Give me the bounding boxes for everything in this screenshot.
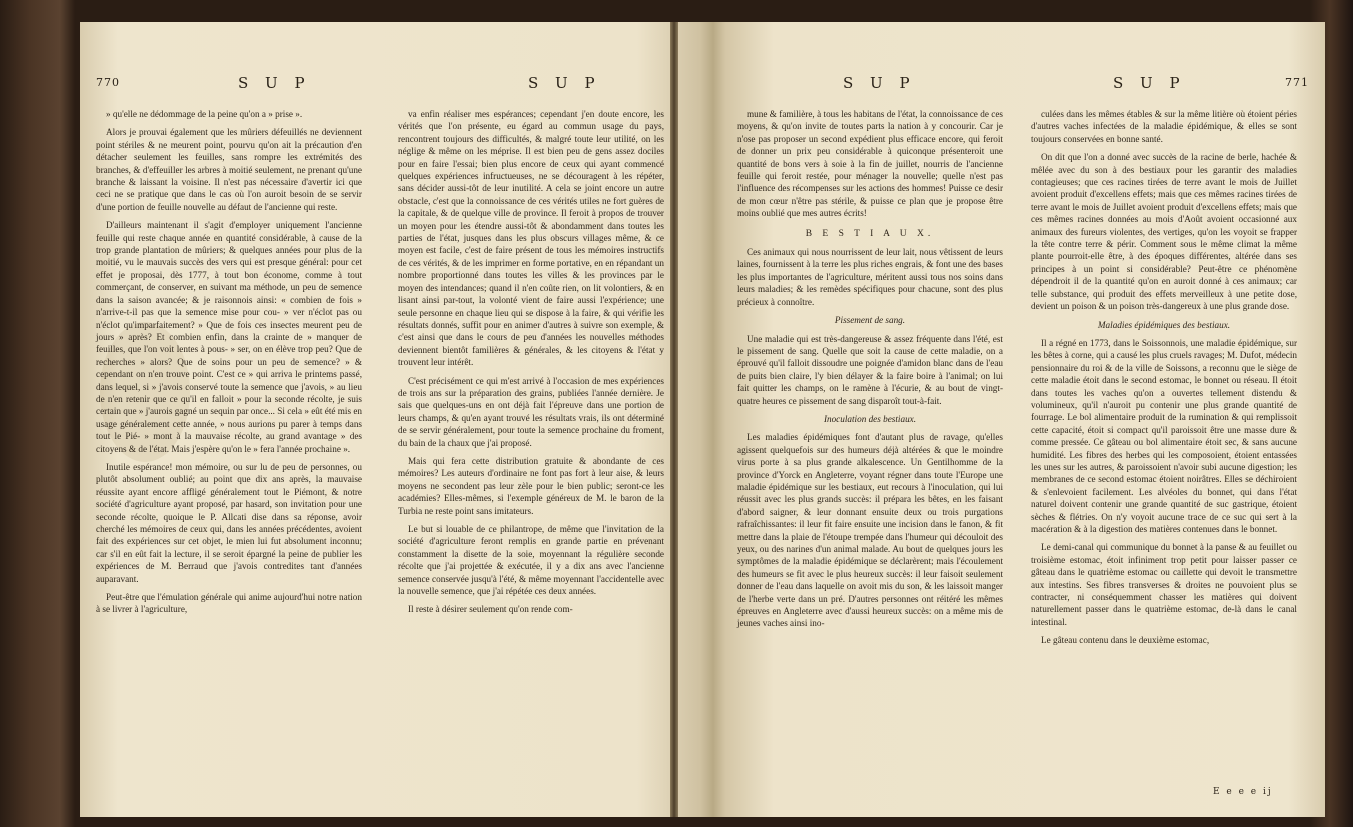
book-gutter bbox=[670, 22, 678, 817]
page-number-right: 771 bbox=[1285, 76, 1309, 89]
left-page-column-1 bbox=[96, 108, 362, 622]
right-page-column-1 bbox=[737, 108, 1003, 636]
paragraph: culées dans les mêmes étables & sur la même litière où étoient péries d'autres vaches infectées de la maladie épidémique, & elles se sont toujours conservées en bonne santé. bbox=[1031, 109, 1297, 144]
left-page-column-2 bbox=[398, 108, 664, 622]
catchword: E e e e ij bbox=[1213, 787, 1273, 797]
running-head-right-col2: S U P bbox=[1113, 74, 1186, 92]
page-number-left: 770 bbox=[96, 76, 120, 89]
paragraph: D'ailleurs maintenant il s'agit d'employer uniquement l'ancienne feuille qui reste chaque année en quantité considérable, à cause de la trop grande plantation de mûriers; & quelques années pour plus de la moitié, vu le mauvais succès des vers qui est presque général: pour cet effet je proposai, dès 1777, à tout bon économe, comme à tout commerçant, de conserver, en suivant ma méthode, un peu de semence dans la saison avancée; & je raisonnois ainsi: « combien de fois » n'arrive-t-il pas que la semence mise pour cou- » ver n'éclot pas ou n'éclot qu'imparfaitement? » Que de fois ces insectes meurent peu de jours » après? Et combien enfin, dans la crainte de » manquer de feuilles, que l'on voit lentes à pous- » ser, on en élève trop peu? Que de recherches » alors? Que de soins pour un peu de semence? » & cependant on n'en trouve point. C'est ce » qui arriva le printems passé, dans lequel, si » j'avois conservé toute la semence que j'avois, » au lieu de n'en retenir que ce qu'il en falloit » pour la seconde récolte, je suis certain que » j'aurois gagné un sequin par once... Si cela » eût été mis en usage généralement cette année, » nous aurions pu parer à temps dans tout le Pié- » mont à la mauvaise récolte, au grand avantage » des citoyens & de l'état. Mais j'espère qu'on le » fera l'année prochaine ». bbox=[96, 220, 362, 454]
right-page bbox=[713, 22, 1325, 817]
paragraph: Il a régné en 1773, dans le Soissonnois, une maladie épidémique, sur les bêtes à corne, qui a causé les plus cruels ravages; M. Dufot, médecin pensionnaire du roi & de la ville de Soissons, a reconnu que le siège de cette maladie étoit dans le second estomac, le bonnet ou réseau. Il étoit dans toutes les vaches qu'on a ouvertes tellement distendu & volumineux, qu'il n'auroit pu contenir une plus grande quantité de fourrage. Le bol alimentaire produit de la rumination & qui remplissoit cette capacité, étoit si compact qu'il paroissoit être une masse dure & comme pressée. Ce gâteau ou bol alimentaire étoit sec, & sans aucune humidité. Les fibres des herbes qui les composoient, étoient entassées les unes sur les autres, & paroissoient n'avoir subi aucune digestion; les membranes de ce second estomac étoient noirâtres. Elles se déchiroient & s'enlevoient facilement. Les alvéoles du bonnet, qui dans l'état naturel doivent contenir une grande quantité de suc gastrique, étoient sèches & flétries. On n'y voyoit aucune trace de ce suc qui sert à la macération & à la digestion des matières contenues dans le bonnet. bbox=[1031, 337, 1297, 534]
running-head-left-col2: S U P bbox=[528, 74, 601, 92]
paragraph: » qu'elle ne dédommage de la peine qu'on a » prise ». bbox=[106, 109, 303, 119]
paragraph: Le demi-canal qui communique du bonnet à la panse & au feuillet ou troisième estomac, étoit infiniment trop petit pour laisser passer ce gâteau dans le quatrième estomac ou caillette qui devoit le transmettre aux intestins. Ses fibres transverses & droites ne pouvoient plus se contracter, ni conséquemment chasser les matières qui doivent naturellement passer dans le quatrième estomac, de-là dans le canal intestinal. bbox=[1031, 542, 1297, 627]
paragraph: Mais qui fera cette distribution gratuite & abondante de ces mémoires? Les auteurs d'ordinaire ne font pas fort à leur aise, & leurs moyens ne secondent pas leur zèle pour le bien public; seront-ce les académies? Elles-mêmes, si l'exemple généreux de M. le baron de la Turbia ne reste point sans imitateurs. bbox=[398, 455, 664, 516]
subheading-inoculation: Inoculation des bestiaux. bbox=[823, 413, 917, 424]
section-heading-bestiaux: B E S T I A U X. bbox=[805, 228, 935, 239]
paragraph: va enfin réaliser mes espérances; cependant j'en doute encore, les vérités que l'on présente, eu égard au commun usage du pays, rencontrent toujours des difficultés, & malgré toute leur utilité, on les néglige & même on les méprise. Il est bien peu de gens assez dociles pour en faire l'essai; bien plus encore de ceux qui ayant commencé quelques expériences infructueuses, ne se découragent à les répéter, sans décider aussi-tôt de leur inutilité. A cela se joint encore un autre obstacle, c'est que la connoissance de ces vérités utiles ne fort guères de la capitale, & de quelque ville de province. Il feroit à propos de trouver un moyen pour les étendre aussi-tôt & abondamment dans toutes les parties de l'état, jusques dans les plus obscurs villages même, & ce moyen est facile, c'est de faire présent de tous les mémoires instructifs de ces vérités, & de les imprimer en forme portative, en en répandant un nombre proportionné dans toutes les villes & les provinces par le moyen des intendances; quand il n'en coûte rien, on lit volontiers, & en lisant ainsi par-tout, la volonté vient de faire aussi l'expérience; une seule personne en chaque lieu qui se dispose à la faire, & qui vérifie les résultats donnés, suffit pour en animer d'autres à suivre son exemple, & c'est ainsi que dans le cours de peu d'années les nouvelles méthodes deviennent bientôt familières & générales, & les citoyens & l'état y trouvent leur intérêt. bbox=[398, 109, 664, 368]
paragraph: Ces animaux qui nous nourrissent de leur lait, nous vêtissent de leurs laines, fournissent à la terre les plus riches engrais, & font une des bases les plus importantes de l'agriculture, méritent aussi tous nos soins dans leurs maladies; & les remèdes spécifiques pour chacune, sont des plus précieux à connoître. bbox=[737, 247, 1003, 307]
paragraph: Une maladie qui est très-dangereuse & assez fréquente dans l'été, est le pissement de sang. Quelle que soit la cause de cette maladie, on a éprouvé qu'il falloit dissoudre une poignée d'amidon blanc dans de l'eau de puits bien claire, l'y bien délayer & la faire boire à l'animal; on lui fait quitter les champs, on le ramène à l'écurie, & au bout de vingt-quatre heures ce pissement de sang disparoît tout-à-fait. bbox=[737, 333, 1003, 406]
subheading-pissement: Pissement de sang. bbox=[834, 315, 906, 326]
running-head-right-col1: S U P bbox=[843, 74, 916, 92]
right-page-column-2 bbox=[1031, 108, 1297, 653]
paragraph: Le gâteau contenu dans le deuxième estomac, bbox=[1041, 635, 1210, 646]
paragraph: On dit que l'on a donné avec succès de la racine de berle, hachée & mêlée avec du son à des bestiaux pour les garantir des maladies contagieuses; que ces racines tirées de terre avant le mois de Juillet avoient produit d'excellens effets; mais que ces mêmes racines tirées de terre avant le mois de Juillet avoient produit d'excellens effets; mais que ces mêmes racines données au mois d'Août avoient occasionné aux animaux des fureurs violentes, des vertiges, qu'on les voyoit se frapper la tête contre terre & périr. Comment sous le même climat la même plante pourroit-elle être, à des époques différentes, altérée dans ses principes à un point si considérable? Peut-être ce phénomène dépendroit il de la quantité qu'on en auroit donné à ces animaux; car telle substance, qui produit des effets merveilleux à une petite dose, devient un poison & un poison très-dangereux à une plus grande dose. bbox=[1031, 152, 1297, 312]
paragraph: Le but si louable de ce philantrope, de même que l'invitation de la société d'agriculture feront remplis en grande partie en prévenant constamment la disette de la soie, moyennant la régulière seconde récolte que j'ai projettée & exécutée, il y a dix ans avec l'ancienne semence conservée jusqu'à l'été, & même moyennant l'accidentelle avec la nouvelle semence, que j'ai répétée ces deux années. bbox=[398, 524, 664, 597]
paragraph: mune & familière, à tous les habitans de l'état, la connoissance de ces moyens, & qu'on invite de toutes parts la nation à y concourir. Car je n'ose pas proposer un second expédient plus efficace encore, qui feroit de donner un prix peu considérable à quiconque présenteroit une quantité de bons vers à soie à la fin de juillet, nourris de l'ancienne feuille qui feroit restée, pour ménager la nouvelle; quelle n'est pas l'influence des récompenses sur les actions des hommes! Puisse ce desir de mon cœur n'être pas stérile, & puisse ce plan que je propose être moins oublié que mes autres écrits! bbox=[737, 109, 1003, 219]
left-page bbox=[80, 22, 713, 817]
paragraph: Peut-être que l'émulation générale qui anime aujourd'hui notre nation à se livrer à l'agriculture, bbox=[96, 592, 362, 615]
subheading-maladies: Maladies épidémiques des bestiaux. bbox=[1097, 319, 1231, 330]
paragraph: C'est précisément ce qui m'est arrivé à l'occasion de mes expériences de trois ans sur la préparation des grains, publiées l'année dernière. Je sais que quelques-uns en ont déjà fait l'épreuve dans une portion de leurs champs, & qu'en ayant trouvé les résultats vrais, ils ont déterminé de se servir généralement, pour toute la semence prochaine du froment, du bain de la chaux que j'ai proposé. bbox=[398, 375, 664, 448]
paragraph: Inutile espérance! mon mémoire, ou sur lu de peu de personnes, ou plutôt absolument oublié; au point que dix ans après, la mauvaise réussite ayant encore affligé généralement tout le Piémont, & notre société d'agriculture ayant proposé, par hasard, son invitation pour une seconde récolte, quoique le P. Allcati dise dans sa réponse, avoir cherché les mémoires de ceux qui, dans les années précédentes, avoient fait des expériences sur cet objet, le mien lui fut absolument inconnu; car s'il en eût fait la lecture, il se seroit épargné la peine de publier les expériences de M. Berraud que j'avois contredites tant d'années auparavant. bbox=[96, 461, 362, 584]
paragraph: Les maladies épidémiques font d'autant plus de ravage, qu'elles agissent quelquefois sur des humeurs déjà altérées & que le moindre virus porte à sa plus grande alkalescence. Un Gentilhomme de la province d'Yorck en Angleterre, voyant régner dans toute l'Europe une maladie épidémique sur les bestiaux, eut recours à l'inoculation, qui lui réussit avec les plus grands succès: il prépara les bêtes, en les faisant d'abord saigner, & leur donnant ensuite deux ou trois purgations rafraîchissantes: il leur fit faire ensuite une incision dans le fanon, & fit mettre dans la plaie de l'étoupe trempée dans l'humeur qui découloit des yeux, ou des narines d'un animal malade. Au bout de quelques jours les symptômes de la maladie épidémique se déclarèrent; mais l'écoulement des humeurs se fit avec le plus heureux succès: il leur faisoit seulement donner de l'eau dans laquelle on avoit mis du son, & les laissoit manger de l'herbe verte dans un pré. D'autres personnes ont réitéré les mêmes épreuves en Angleterre avec d'aussi heureux succès: on a même mis de jeunes vaches ainsi ino- bbox=[737, 432, 1003, 629]
paragraph: Il reste à désirer seulement qu'on rende com- bbox=[408, 604, 573, 615]
running-head-left-col1: S U P bbox=[238, 74, 311, 92]
paragraph: Alors je prouvai également que les mûriers défeuillés ne deviennent point stériles & ne meurent point, pourvu qu'on ait la précaution d'en détacher seulement les feuilles, sans rompre les extrémités des branches, & d'effeuiller les arbres à moitié seulement, ne prenant qu'une branche & laissant la voisine. Il n'est pas nécessaire d'avertir ici que ceci ne se pratique que dans le cas où l'on auroit besoin de se servir d'une portion de feuille nouvelle au défaut de l'ancienne qui reste. bbox=[96, 127, 362, 212]
